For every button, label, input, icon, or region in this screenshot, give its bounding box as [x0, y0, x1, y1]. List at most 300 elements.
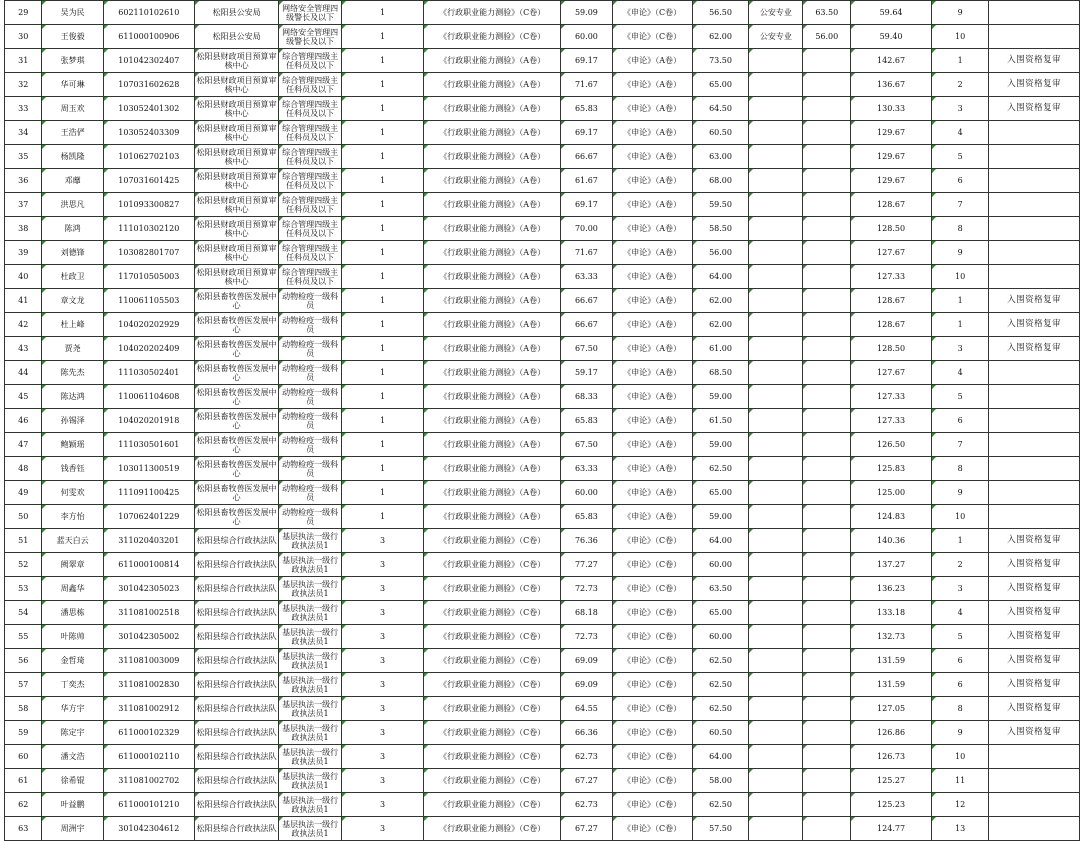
exam2-subject-cell: 《申论》（C卷） — [612, 673, 692, 697]
exam3-score-cell — [803, 361, 851, 385]
exam-id-cell: 311081003009 — [103, 649, 194, 673]
quota-cell: 1 — [341, 457, 423, 481]
rank-cell: 9 — [931, 1, 988, 25]
exam3-score-cell — [803, 817, 851, 841]
exam2-subject-cell: 《申论》（A卷） — [612, 409, 692, 433]
total-score-cell: 125.83 — [851, 457, 932, 481]
exam1-subject-cell: 《行政职业能力测验》（A卷） — [424, 313, 561, 337]
position-cell: 综合管理四级主任科员及以下 — [279, 193, 342, 217]
exam2-score-cell: 62.00 — [692, 313, 749, 337]
note-cell — [989, 145, 1080, 169]
total-score-cell: 142.67 — [851, 49, 932, 73]
total-score-cell: 127.33 — [851, 385, 932, 409]
table-row — [5, 577, 1080, 601]
note-cell — [989, 1, 1080, 25]
position-cell: 基层执法一级行政执法员1 — [279, 769, 342, 793]
note-cell — [989, 193, 1080, 217]
exam-id-cell: 107062401229 — [103, 505, 194, 529]
unit-cell: 松阳县综合行政执法队 — [194, 601, 278, 625]
total-score-cell: 132.73 — [851, 625, 932, 649]
seq-cell: 51 — [5, 529, 42, 553]
unit-cell: 松阳县综合行政执法队 — [194, 745, 278, 769]
exam2-score-cell: 56.50 — [692, 1, 749, 25]
exam3-subject-cell — [749, 721, 803, 745]
table-row — [5, 49, 1080, 73]
position-cell: 动物检疫一级科员 — [279, 337, 342, 361]
note-cell — [989, 241, 1080, 265]
exam3-subject-cell — [749, 337, 803, 361]
exam1-score-cell: 65.83 — [561, 505, 612, 529]
unit-cell: 松阳县综合行政执法队 — [194, 553, 278, 577]
rank-cell: 11 — [931, 769, 988, 793]
unit-cell: 松阳县畜牧兽医发展中心 — [194, 385, 278, 409]
exam1-subject-cell: 《行政职业能力测验》（C卷） — [424, 817, 561, 841]
exam2-score-cell: 60.50 — [692, 721, 749, 745]
exam2-subject-cell: 《申论》（C卷） — [612, 793, 692, 817]
exam3-score-cell — [803, 721, 851, 745]
note-cell: 入围资格复审 — [989, 313, 1080, 337]
exam3-score-cell — [803, 409, 851, 433]
name-cell: 章文龙 — [42, 289, 103, 313]
exam3-score-cell — [803, 577, 851, 601]
exam2-score-cell: 62.50 — [692, 793, 749, 817]
total-score-cell: 126.50 — [851, 433, 932, 457]
note-cell: 入围资格复审 — [989, 337, 1080, 361]
exam2-score-cell: 56.00 — [692, 241, 749, 265]
exam2-score-cell: 57.50 — [692, 817, 749, 841]
exam3-score-cell — [803, 313, 851, 337]
exam2-subject-cell: 《申论》（C卷） — [612, 553, 692, 577]
unit-cell: 松阳县财政项目预算审核中心 — [194, 49, 278, 73]
name-cell: 杜上峰 — [42, 313, 103, 337]
exam1-subject-cell: 《行政职业能力测验》（C卷） — [424, 721, 561, 745]
name-cell: 徐希锟 — [42, 769, 103, 793]
rank-cell: 6 — [931, 169, 988, 193]
unit-cell: 松阳县财政项目预算审核中心 — [194, 145, 278, 169]
exam3-score-cell — [803, 601, 851, 625]
table-row — [5, 193, 1080, 217]
position-cell: 动物检疫一级科员 — [279, 505, 342, 529]
exam-id-cell: 611000100906 — [103, 25, 194, 49]
seq-cell: 62 — [5, 793, 42, 817]
exam3-score-cell — [803, 457, 851, 481]
exam3-subject-cell — [749, 361, 803, 385]
exam1-score-cell: 62.73 — [561, 793, 612, 817]
position-cell: 动物检疫一级科员 — [279, 313, 342, 337]
exam-id-cell: 110061104608 — [103, 385, 194, 409]
exam3-subject-cell — [749, 313, 803, 337]
note-cell — [989, 433, 1080, 457]
table-row — [5, 265, 1080, 289]
unit-cell: 松阳县畜牧兽医发展中心 — [194, 361, 278, 385]
quota-cell: 3 — [341, 769, 423, 793]
total-score-cell: 127.33 — [851, 265, 932, 289]
note-cell: 入围资格复审 — [989, 721, 1080, 745]
exam2-subject-cell: 《申论》（A卷） — [612, 217, 692, 241]
exam-id-cell: 311081002518 — [103, 601, 194, 625]
exam3-score-cell — [803, 793, 851, 817]
total-score-cell: 131.59 — [851, 649, 932, 673]
exam3-subject-cell — [749, 697, 803, 721]
position-cell: 综合管理四级主任科员及以下 — [279, 241, 342, 265]
exam1-score-cell: 69.09 — [561, 649, 612, 673]
score-table — [4, 0, 1080, 841]
seq-cell: 31 — [5, 49, 42, 73]
total-score-cell: 127.33 — [851, 409, 932, 433]
quota-cell: 1 — [341, 49, 423, 73]
exam2-score-cell: 64.50 — [692, 97, 749, 121]
rank-cell: 9 — [931, 241, 988, 265]
exam3-score-cell — [803, 697, 851, 721]
seq-cell: 34 — [5, 121, 42, 145]
name-cell: 周洲宇 — [42, 817, 103, 841]
exam-id-cell: 117010505003 — [103, 265, 194, 289]
position-cell: 综合管理四级主任科员及以下 — [279, 265, 342, 289]
note-cell — [989, 481, 1080, 505]
name-cell: 孙锡泽 — [42, 409, 103, 433]
note-cell — [989, 409, 1080, 433]
seq-cell: 37 — [5, 193, 42, 217]
exam3-score-cell — [803, 265, 851, 289]
exam1-score-cell: 62.73 — [561, 745, 612, 769]
exam3-score-cell — [803, 241, 851, 265]
exam1-subject-cell: 《行政职业能力测验》（A卷） — [424, 241, 561, 265]
quota-cell: 1 — [341, 481, 423, 505]
exam1-subject-cell: 《行政职业能力测验》（A卷） — [424, 193, 561, 217]
exam2-subject-cell: 《申论》（A卷） — [612, 289, 692, 313]
exam3-subject-cell — [749, 601, 803, 625]
exam1-subject-cell: 《行政职业能力测验》（C卷） — [424, 1, 561, 25]
exam3-score-cell — [803, 169, 851, 193]
exam1-subject-cell: 《行政职业能力测验》（A卷） — [424, 145, 561, 169]
unit-cell: 松阳县综合行政执法队 — [194, 793, 278, 817]
exam2-subject-cell: 《申论》（C卷） — [612, 721, 692, 745]
exam3-subject-cell — [749, 817, 803, 841]
exam-id-cell: 103052403309 — [103, 121, 194, 145]
note-cell — [989, 769, 1080, 793]
exam-id-cell: 311081002702 — [103, 769, 194, 793]
note-cell — [989, 25, 1080, 49]
exam3-subject-cell — [749, 481, 803, 505]
exam2-subject-cell: 《申论》（C卷） — [612, 577, 692, 601]
quota-cell: 3 — [341, 577, 423, 601]
exam1-score-cell: 69.17 — [561, 121, 612, 145]
name-cell: 王浩俨 — [42, 121, 103, 145]
note-cell — [989, 745, 1080, 769]
table-row — [5, 649, 1080, 673]
unit-cell: 松阳县财政项目预算审核中心 — [194, 169, 278, 193]
unit-cell: 松阳县畜牧兽医发展中心 — [194, 457, 278, 481]
position-cell: 基层执法一级行政执法员1 — [279, 745, 342, 769]
unit-cell: 松阳县综合行政执法队 — [194, 769, 278, 793]
exam3-subject-cell — [749, 265, 803, 289]
exam1-score-cell: 67.50 — [561, 337, 612, 361]
quota-cell: 1 — [341, 289, 423, 313]
exam2-subject-cell: 《申论》（C卷） — [612, 625, 692, 649]
seq-cell: 52 — [5, 553, 42, 577]
seq-cell: 47 — [5, 433, 42, 457]
exam3-score-cell — [803, 73, 851, 97]
unit-cell: 松阳县畜牧兽医发展中心 — [194, 481, 278, 505]
seq-cell: 43 — [5, 337, 42, 361]
exam3-subject-cell — [749, 385, 803, 409]
note-cell — [989, 385, 1080, 409]
exam1-subject-cell: 《行政职业能力测验》（C卷） — [424, 25, 561, 49]
exam3-subject-cell — [749, 505, 803, 529]
exam2-subject-cell: 《申论》（A卷） — [612, 385, 692, 409]
exam3-score-cell — [803, 337, 851, 361]
exam3-score-cell — [803, 385, 851, 409]
exam1-score-cell: 67.50 — [561, 433, 612, 457]
position-cell: 动物检疫一级科员 — [279, 409, 342, 433]
seq-cell: 46 — [5, 409, 42, 433]
exam-id-cell: 611000102110 — [103, 745, 194, 769]
rank-cell: 10 — [931, 265, 988, 289]
exam3-subject-cell — [749, 193, 803, 217]
table-row — [5, 817, 1080, 841]
total-score-cell: 127.67 — [851, 361, 932, 385]
exam1-subject-cell: 《行政职业能力测验》（A卷） — [424, 433, 561, 457]
exam2-subject-cell: 《申论》（A卷） — [612, 169, 692, 193]
exam3-score-cell — [803, 145, 851, 169]
quota-cell: 3 — [341, 649, 423, 673]
rank-cell: 8 — [931, 697, 988, 721]
seq-cell: 49 — [5, 481, 42, 505]
exam3-score-cell — [803, 745, 851, 769]
total-score-cell: 128.67 — [851, 289, 932, 313]
exam2-score-cell: 62.50 — [692, 457, 749, 481]
exam-id-cell: 301042305002 — [103, 625, 194, 649]
exam3-subject-cell — [749, 529, 803, 553]
exam2-subject-cell: 《申论》（C卷） — [612, 529, 692, 553]
exam-id-cell: 107031601425 — [103, 169, 194, 193]
table-row — [5, 745, 1080, 769]
seq-cell: 33 — [5, 97, 42, 121]
position-cell: 基层执法一级行政执法员1 — [279, 697, 342, 721]
unit-cell: 松阳县财政项目预算审核中心 — [194, 193, 278, 217]
exam2-score-cell: 68.50 — [692, 361, 749, 385]
name-cell: 李方怡 — [42, 505, 103, 529]
exam1-subject-cell: 《行政职业能力测验》（C卷） — [424, 601, 561, 625]
note-cell — [989, 361, 1080, 385]
table-row — [5, 793, 1080, 817]
table-row — [5, 97, 1080, 121]
exam1-score-cell: 71.67 — [561, 73, 612, 97]
quota-cell: 1 — [341, 73, 423, 97]
name-cell: 陈先杰 — [42, 361, 103, 385]
position-cell: 动物检疫一级科员 — [279, 481, 342, 505]
unit-cell: 松阳县畜牧兽医发展中心 — [194, 313, 278, 337]
rank-cell: 5 — [931, 385, 988, 409]
quota-cell: 1 — [341, 169, 423, 193]
exam3-score-cell — [803, 49, 851, 73]
position-cell: 动物检疫一级科员 — [279, 433, 342, 457]
exam2-score-cell: 63.50 — [692, 577, 749, 601]
exam1-subject-cell: 《行政职业能力测验》（C卷） — [424, 649, 561, 673]
exam1-subject-cell: 《行政职业能力测验》（A卷） — [424, 361, 561, 385]
unit-cell: 松阳县综合行政执法队 — [194, 577, 278, 601]
exam-id-cell: 111030502401 — [103, 361, 194, 385]
exam1-subject-cell: 《行政职业能力测验》（C卷） — [424, 745, 561, 769]
exam2-score-cell: 62.50 — [692, 649, 749, 673]
name-cell: 刘德锋 — [42, 241, 103, 265]
exam1-score-cell: 68.33 — [561, 385, 612, 409]
total-score-cell: 128.50 — [851, 337, 932, 361]
name-cell: 鲍颖瑶 — [42, 433, 103, 457]
exam1-score-cell: 60.00 — [561, 25, 612, 49]
exam2-subject-cell: 《申论》（A卷） — [612, 97, 692, 121]
exam2-score-cell: 65.00 — [692, 601, 749, 625]
unit-cell: 松阳县综合行政执法队 — [194, 529, 278, 553]
exam1-score-cell: 61.67 — [561, 169, 612, 193]
position-cell: 网络安全管理四级警长及以下 — [279, 25, 342, 49]
rank-cell: 8 — [931, 457, 988, 481]
note-cell: 入围资格复审 — [989, 553, 1080, 577]
exam3-score-cell — [803, 289, 851, 313]
exam3-subject-cell — [749, 553, 803, 577]
quota-cell: 3 — [341, 721, 423, 745]
quota-cell: 3 — [341, 529, 423, 553]
exam1-score-cell: 68.18 — [561, 601, 612, 625]
rank-cell: 1 — [931, 529, 988, 553]
name-cell: 金哲琦 — [42, 649, 103, 673]
total-score-cell: 136.23 — [851, 577, 932, 601]
exam1-score-cell: 63.33 — [561, 265, 612, 289]
exam2-subject-cell: 《申论》（C卷） — [612, 601, 692, 625]
note-cell — [989, 217, 1080, 241]
exam-id-cell: 101062702103 — [103, 145, 194, 169]
position-cell: 基层执法一级行政执法员1 — [279, 793, 342, 817]
exam1-subject-cell: 《行政职业能力测验》（A卷） — [424, 169, 561, 193]
position-cell: 基层执法一级行政执法员1 — [279, 601, 342, 625]
rank-cell: 1 — [931, 289, 988, 313]
name-cell: 杜政卫 — [42, 265, 103, 289]
exam2-subject-cell: 《申论》（C卷） — [612, 697, 692, 721]
position-cell: 综合管理四级主任科员及以下 — [279, 169, 342, 193]
unit-cell: 松阳县综合行政执法队 — [194, 721, 278, 745]
exam3-subject-cell — [749, 145, 803, 169]
exam1-score-cell: 64.55 — [561, 697, 612, 721]
unit-cell: 松阳县畜牧兽医发展中心 — [194, 409, 278, 433]
table-row — [5, 1, 1080, 25]
table-row — [5, 625, 1080, 649]
exam2-score-cell: 58.00 — [692, 769, 749, 793]
rank-cell: 10 — [931, 505, 988, 529]
exam2-score-cell: 64.00 — [692, 529, 749, 553]
exam3-score-cell — [803, 97, 851, 121]
exam1-score-cell: 59.09 — [561, 1, 612, 25]
quota-cell: 1 — [341, 1, 423, 25]
exam1-subject-cell: 《行政职业能力测验》（C卷） — [424, 673, 561, 697]
exam3-subject-cell — [749, 673, 803, 697]
position-cell: 基层执法一级行政执法员1 — [279, 721, 342, 745]
name-cell: 阙翠章 — [42, 553, 103, 577]
exam-id-cell: 101042302407 — [103, 49, 194, 73]
exam-id-cell: 104020201918 — [103, 409, 194, 433]
rank-cell: 6 — [931, 649, 988, 673]
exam2-subject-cell: 《申论》（C卷） — [612, 745, 692, 769]
rank-cell: 6 — [931, 673, 988, 697]
exam-id-cell: 611000100814 — [103, 553, 194, 577]
rank-cell: 1 — [931, 49, 988, 73]
exam1-score-cell: 71.67 — [561, 241, 612, 265]
exam1-score-cell: 77.27 — [561, 553, 612, 577]
exam2-score-cell: 60.50 — [692, 121, 749, 145]
exam2-score-cell: 65.00 — [692, 73, 749, 97]
rank-cell: 7 — [931, 193, 988, 217]
exam2-score-cell: 62.50 — [692, 673, 749, 697]
seq-cell: 29 — [5, 1, 42, 25]
table-row — [5, 25, 1080, 49]
name-cell: 潘思栋 — [42, 601, 103, 625]
note-cell: 入围资格复审 — [989, 289, 1080, 313]
exam3-score-cell — [803, 481, 851, 505]
position-cell: 综合管理四级主任科员及以下 — [279, 145, 342, 169]
position-cell: 动物检疫一级科员 — [279, 385, 342, 409]
rank-cell: 10 — [931, 745, 988, 769]
seq-cell: 44 — [5, 361, 42, 385]
exam1-score-cell: 66.67 — [561, 145, 612, 169]
rank-cell: 8 — [931, 217, 988, 241]
exam1-subject-cell: 《行政职业能力测验》（A卷） — [424, 97, 561, 121]
total-score-cell: 129.67 — [851, 169, 932, 193]
name-cell: 吴为民 — [42, 1, 103, 25]
rank-cell: 10 — [931, 25, 988, 49]
unit-cell: 松阳县财政项目预算审核中心 — [194, 217, 278, 241]
unit-cell: 松阳县综合行政执法队 — [194, 625, 278, 649]
unit-cell: 松阳县畜牧兽医发展中心 — [194, 289, 278, 313]
table-row — [5, 313, 1080, 337]
exam2-subject-cell: 《申论》（A卷） — [612, 241, 692, 265]
quota-cell: 1 — [341, 193, 423, 217]
exam2-score-cell: 64.00 — [692, 265, 749, 289]
table-row — [5, 289, 1080, 313]
exam3-score-cell — [803, 433, 851, 457]
quota-cell: 3 — [341, 625, 423, 649]
unit-cell: 松阳县财政项目预算审核中心 — [194, 73, 278, 97]
seq-cell: 42 — [5, 313, 42, 337]
exam1-score-cell: 69.17 — [561, 49, 612, 73]
rank-cell: 6 — [931, 409, 988, 433]
seq-cell: 30 — [5, 25, 42, 49]
name-cell: 周玉欢 — [42, 97, 103, 121]
exam3-score-cell — [803, 217, 851, 241]
name-cell: 蓝天白云 — [42, 529, 103, 553]
note-cell — [989, 793, 1080, 817]
exam-id-cell: 103082801707 — [103, 241, 194, 265]
quota-cell: 1 — [341, 385, 423, 409]
exam1-score-cell: 69.17 — [561, 193, 612, 217]
seq-cell: 32 — [5, 73, 42, 97]
seq-cell: 58 — [5, 697, 42, 721]
exam1-score-cell: 76.36 — [561, 529, 612, 553]
rank-cell: 13 — [931, 817, 988, 841]
total-score-cell: 125.00 — [851, 481, 932, 505]
exam1-subject-cell: 《行政职业能力测验》（A卷） — [424, 457, 561, 481]
rank-cell: 3 — [931, 337, 988, 361]
exam-id-cell: 110061105503 — [103, 289, 194, 313]
exam3-score-cell — [803, 673, 851, 697]
total-score-cell: 133.18 — [851, 601, 932, 625]
unit-cell: 松阳县财政项目预算审核中心 — [194, 265, 278, 289]
quota-cell: 1 — [341, 265, 423, 289]
exam-id-cell: 103052401302 — [103, 97, 194, 121]
exam2-score-cell: 68.00 — [692, 169, 749, 193]
unit-cell: 松阳县财政项目预算审核中心 — [194, 97, 278, 121]
position-cell: 综合管理四级主任科员及以下 — [279, 73, 342, 97]
exam2-score-cell: 65.00 — [692, 481, 749, 505]
seq-cell: 55 — [5, 625, 42, 649]
